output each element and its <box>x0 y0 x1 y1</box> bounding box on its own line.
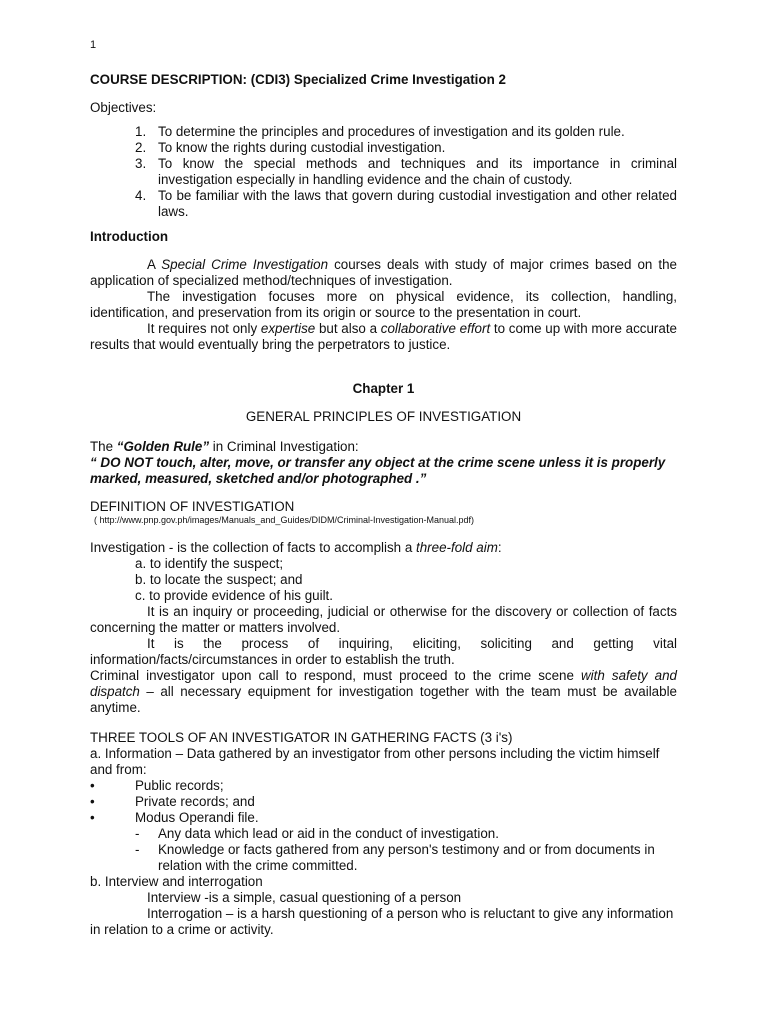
golden-rule-quote: “ DO NOT touch, alter, move, or transfer any object at the crime scene unless it is properly marked, measured, sketched and/or photographed .” <box>90 455 666 486</box>
bullet-icon: • <box>90 794 95 809</box>
page-content <box>90 72 677 938</box>
interrogation-definition: Interrogation – is a harsh questioning of a person who is reluctant to give any information in relation to a crime or activity. <box>90 906 674 937</box>
inquiry-paragraph: It is an inquiry or proceeding, judicial or otherwise for the discovery or collection of facts concerning the matter or matters involved. <box>90 604 677 635</box>
list-item: • Modus Operandi file. <box>90 810 259 825</box>
information-paragraph: a. Information – Data gathered by an investigator from other persons including the victim himself and from: <box>90 746 660 777</box>
definition-heading: DEFINITION OF INVESTIGATION <box>90 499 295 514</box>
criminal-investigator-paragraph: Criminal investigator upon call to respond, must proceed to the crime scene with safety and dispatch – all necessary equipment for investigation together with the team must be available anytime. <box>90 668 677 715</box>
golden-rule-intro: The “Golden Rule” in Criminal Investigation: <box>90 439 359 454</box>
objective-item: 3. To know the special methods and techniques and its importance in criminal investigation especially in handling evidence and the chain of custody. <box>135 156 677 187</box>
aim-item: c. to provide evidence of his guilt. <box>135 588 333 603</box>
list-item: • Public records; <box>90 778 224 793</box>
objective-item: 4. To be familiar with the laws that govern during custodial investigation and other related laws. <box>135 188 677 219</box>
introduction-heading: Introduction <box>90 229 169 244</box>
interview-definition: Interview -is a simple, casual questioning of a person <box>147 890 462 905</box>
intro-paragraph-2: The investigation focuses more on physical evidence, its collection, handling, identification, and preservation from its origin or source to the presentation in court. <box>90 289 677 320</box>
list-item: - Any data which lead or aid in the conduct of investigation. <box>135 826 499 841</box>
page-number: 1 <box>90 39 97 51</box>
interview-interrogation-heading: b. Interview and interrogation <box>90 874 263 889</box>
list-item: • Private records; and <box>90 794 255 809</box>
intro-paragraph-3: It requires not only expertise but also a collaborative effort to come up with more accurate results that would eventually bring the perpetrators to justice. <box>90 321 677 352</box>
chapter-label: Chapter 1 <box>352 381 415 396</box>
bullet-icon: • <box>90 778 95 793</box>
objectives-heading: Objectives: <box>90 100 157 115</box>
course-description-heading: COURSE DESCRIPTION: (CDI3) Specialized Crime Investigation 2 <box>90 72 506 87</box>
investigation-definition: Investigation - is the collection of facts to accomplish a three-fold aim: <box>90 540 502 555</box>
definition-source: ( http://www.pnp.gov.ph/images/Manuals_and_Guides/DIDM/Criminal-Investigation-Manual.pdf) <box>94 515 475 525</box>
list-item: - Knowledge or facts gathered from any person's testimony and or from documents in relation with the crime committed. <box>135 842 655 873</box>
process-paragraph: It is the process of inquiring, eliciting, soliciting and getting vital information/facts/circumstances in order to establish the truth. <box>90 636 677 667</box>
dash-icon: - <box>135 842 140 857</box>
bullet-icon: • <box>90 810 95 825</box>
objective-item: 1. To determine the principles and procedures of investigation and its golden rule. <box>135 124 625 139</box>
tools-heading: THREE TOOLS OF AN INVESTIGATOR IN GATHERING FACTS (3 i's) <box>90 730 513 745</box>
aim-item: a. to identify the suspect; <box>135 556 284 571</box>
aim-item: b. to locate the suspect; and <box>135 572 303 587</box>
chapter-title: GENERAL PRINCIPLES OF INVESTIGATION <box>245 409 522 424</box>
objective-item: 2. To know the rights during custodial investigation. <box>135 140 446 155</box>
intro-paragraph-1: A Special Crime Investigation courses deals with study of major crimes based on the application of specialized method/techniques of investigation. <box>90 257 677 288</box>
dash-icon: - <box>135 826 140 841</box>
objectives-list <box>90 124 677 220</box>
